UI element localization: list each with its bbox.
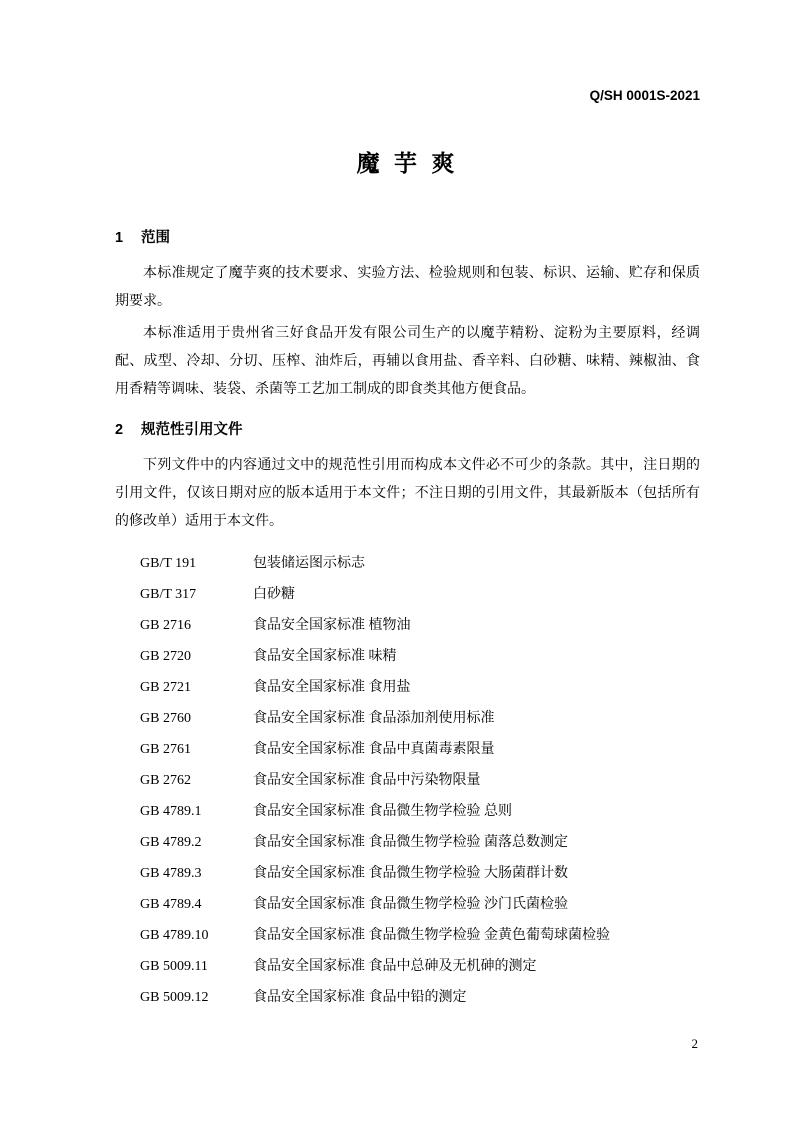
reference-title: 白砂糖 xyxy=(253,587,295,602)
reference-item xyxy=(140,734,700,765)
reference-title: 食品安全国家标准 食品中真菌毒素限量 xyxy=(253,742,495,757)
reference-code: GB 4789.10 xyxy=(140,928,209,943)
reference-item xyxy=(140,827,700,858)
section-references xyxy=(115,420,700,1013)
document-header xyxy=(115,88,700,104)
reference-title: 食品安全国家标准 植物油 xyxy=(253,618,411,633)
reference-code: GB 4789.1 xyxy=(140,804,202,819)
reference-code: GB 2760 xyxy=(140,711,191,726)
reference-code: GB 2761 xyxy=(140,742,191,757)
reference-code: GB 5009.12 xyxy=(140,990,209,1005)
reference-item xyxy=(140,548,700,579)
references-intro-paragraph: 下列文件中的内容通过文中的规范性引用而构成本文件必不可少的条款。其中，注日期的引用文件，仅该日期对应的版本适用于本文件；不注日期的引用文件，其最新版本（包括所有的修改单）适用于本文件。 xyxy=(115,458,700,529)
reference-code: GB 2720 xyxy=(140,649,191,664)
reference-title: 食品安全国家标准 味精 xyxy=(253,649,397,664)
reference-code: GB 2721 xyxy=(140,680,191,695)
reference-code: GB/T 191 xyxy=(140,556,197,571)
reference-code: GB 4789.3 xyxy=(140,866,202,881)
reference-code: GB 4789.4 xyxy=(140,897,202,912)
reference-item xyxy=(140,579,700,610)
standard-number: Q/SH 0001S-2021 xyxy=(589,88,700,103)
reference-item xyxy=(140,703,700,734)
reference-item xyxy=(140,672,700,703)
reference-title: 食品安全国家标准 食品微生物学检验 金黄色葡萄球菌检验 xyxy=(253,928,610,943)
reference-title: 食品安全国家标准 食品中铅的测定 xyxy=(253,990,467,1005)
section-scope-title: 范围 xyxy=(141,230,170,246)
section-references-title: 规范性引用文件 xyxy=(141,422,243,438)
reference-item xyxy=(140,796,700,827)
reference-item xyxy=(140,858,700,889)
reference-list xyxy=(140,548,700,1013)
reference-title: 食品安全国家标准 食品中污染物限量 xyxy=(253,773,481,788)
reference-item xyxy=(140,982,700,1013)
reference-code: GB 2762 xyxy=(140,773,191,788)
reference-item xyxy=(140,765,700,796)
reference-item xyxy=(140,920,700,951)
reference-code: GB 5009.11 xyxy=(140,959,208,974)
reference-code: GB/T 317 xyxy=(140,587,197,602)
section-scope-number: 1 xyxy=(115,230,124,246)
page-number: 2 xyxy=(691,1036,698,1051)
scope-paragraph-1: 本标准规定了魔芋爽的技术要求、实验方法、检验规则和包装、标识、运输、贮存和保质期要求。 xyxy=(115,266,700,309)
reference-title: 食品安全国家标准 食品中总砷及无机砷的测定 xyxy=(253,959,537,974)
section-scope-heading xyxy=(115,228,700,248)
section-scope xyxy=(115,228,700,404)
reference-title: 食品安全国家标准 食品微生物学检验 大肠菌群计数 xyxy=(253,866,568,881)
section-references-heading xyxy=(115,420,700,440)
reference-title: 包装储运图示标志 xyxy=(253,556,365,571)
reference-code: GB 2716 xyxy=(140,618,191,633)
reference-title: 食品安全国家标准 食品添加剂使用标准 xyxy=(253,711,495,726)
document-title: 魔 芋 爽 xyxy=(356,150,459,176)
reference-title: 食品安全国家标准 食品微生物学检验 菌落总数测定 xyxy=(253,835,568,850)
reference-title: 食品安全国家标准 食用盐 xyxy=(253,680,411,695)
reference-item xyxy=(140,889,700,920)
section-references-number: 2 xyxy=(115,422,124,438)
reference-title: 食品安全国家标准 食品微生物学检验 总则 xyxy=(253,804,512,819)
reference-code: GB 4789.2 xyxy=(140,835,202,850)
reference-item xyxy=(140,641,700,672)
scope-paragraph-2: 本标准适用于贵州省三好食品开发有限公司生产的以魔芋精粉、淀粉为主要原料，经调配、成型、冷却、分切、压榨、油炸后，再辅以食用盐、香辛料、白砂糖、味精、辣椒油、食用香精等调味、装袋、杀菌等工艺加工制成的即食类其他方便食品。 xyxy=(115,326,700,397)
reference-title: 食品安全国家标准 食品微生物学检验 沙门氏菌检验 xyxy=(253,897,568,912)
reference-item xyxy=(140,610,700,641)
reference-item xyxy=(140,951,700,982)
